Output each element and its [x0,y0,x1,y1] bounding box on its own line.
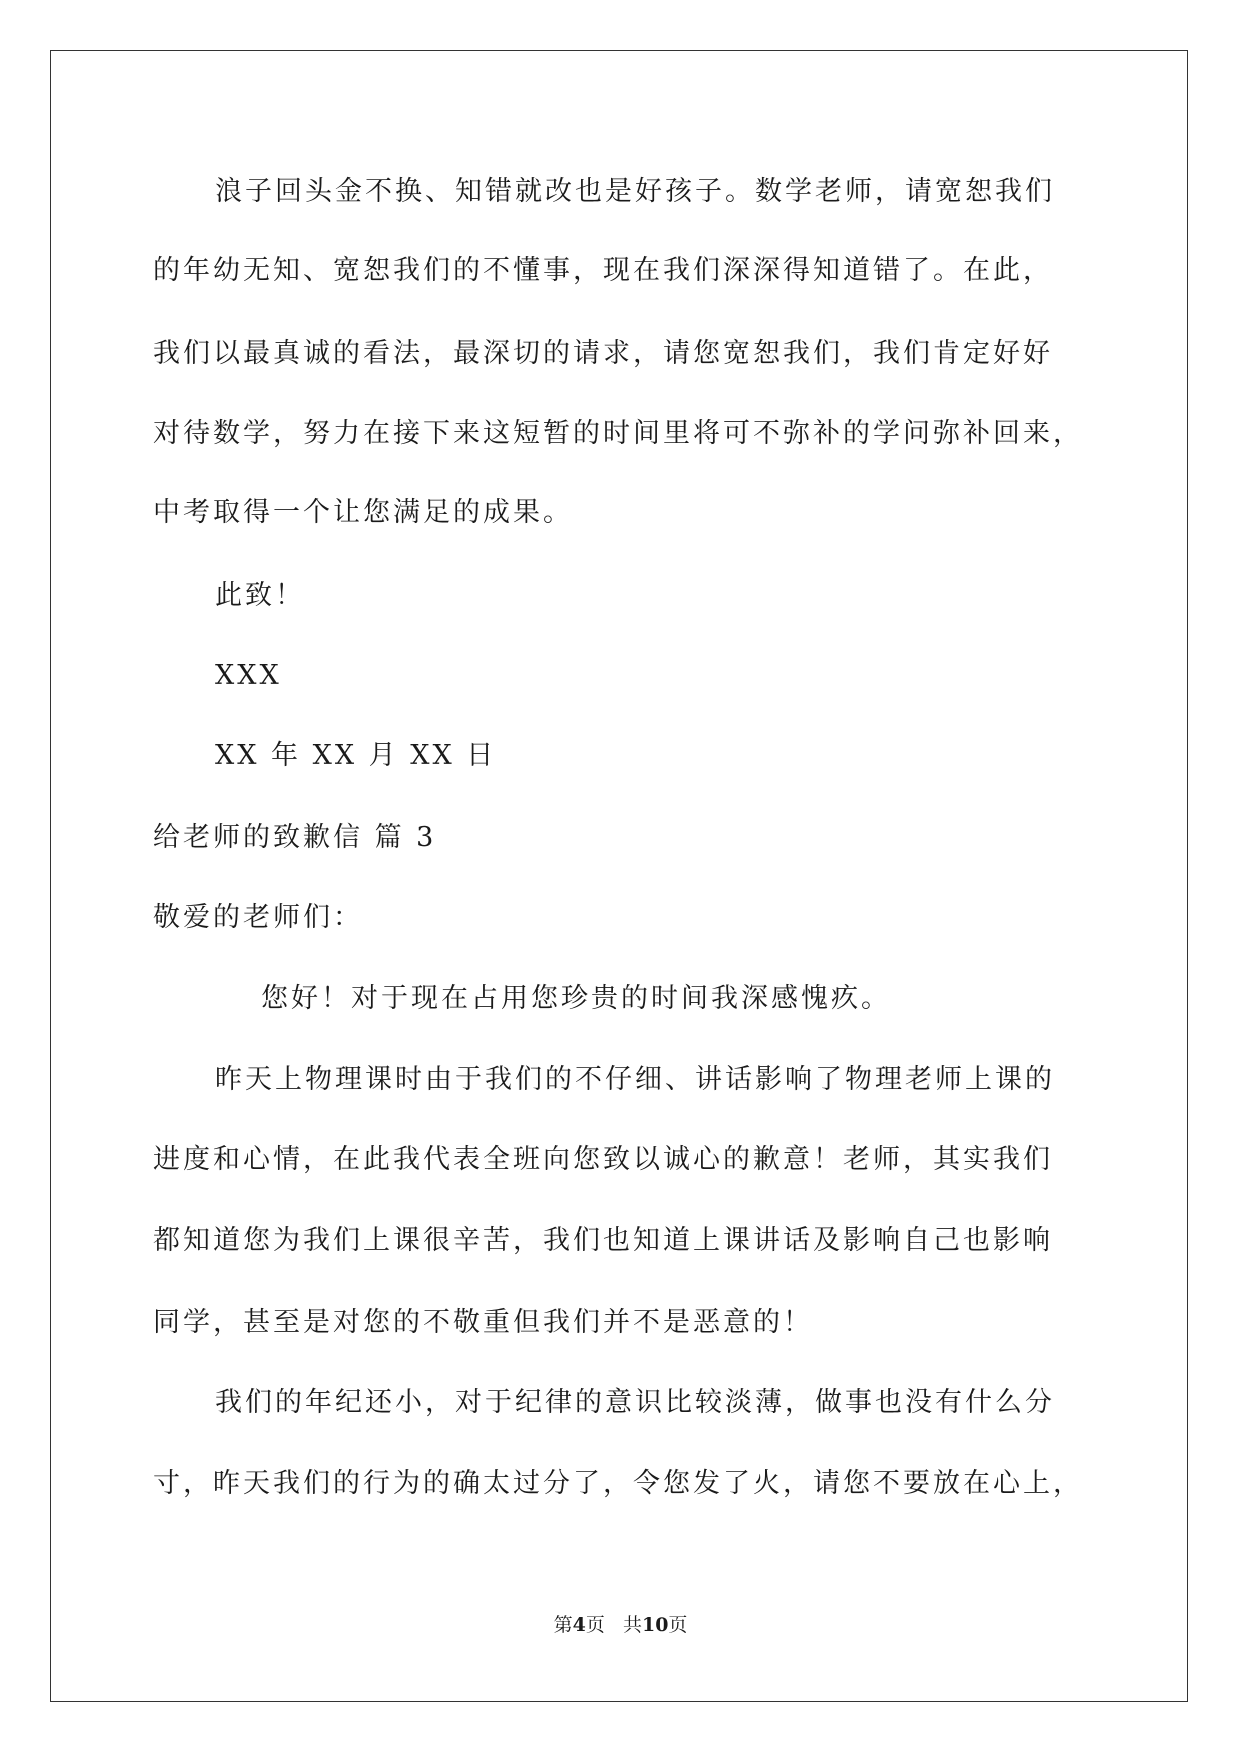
page-suffix: 页 [585,1614,605,1636]
signature: XXX [215,660,282,691]
paragraph-line: 昨天上物理课时由于我们的不仔细、讲话影响了物理老师上课的 [215,1064,1055,1095]
date-line: XX 年 XX 月 XX 日 [215,740,497,771]
paragraph-line: 同学，甚至是对您的不敬重但我们并不是恶意的！ [153,1307,813,1338]
page-prefix: 第 [553,1614,573,1636]
paragraph-line: 都知道您为我们上课很辛苦，我们也知道上课讲话及影响自己也影响 [153,1225,1053,1256]
paragraph-line: 我们以最真诚的看法，最深切的请求，请您宽恕我们，我们肯定好好 [153,338,1053,369]
paragraph-line: 寸，昨天我们的行为的确太过分了，令您发了火，请您不要放在心上， [153,1468,1083,1499]
paragraph-line: 您好！对于现在占用您珍贵的时间我深感愧疚。 [261,983,891,1014]
paragraph-line: 我们的年纪还小，对于纪律的意识比较淡薄，做事也没有什么分 [215,1387,1055,1418]
total-prefix: 共 [622,1614,642,1636]
total-pages: 10 [641,1614,669,1636]
paragraph-line: 进度和心情，在此我代表全班向您致以诚心的歉意！老师，其实我们 [153,1144,1053,1175]
page-border [50,50,1188,1702]
paragraph-line: 中考取得一个让您满足的成果。 [153,497,573,528]
paragraph-line: 浪子回头金不换、知错就改也是好孩子。数学老师，请宽恕我们 [215,176,1055,207]
page-footer [0,1613,1241,1637]
paragraph-line: 的年幼无知、宽恕我们的不懂事，现在我们深深得知道错了。在此， [153,255,1053,286]
page-number: 4 [572,1614,586,1636]
total-suffix: 页 [668,1614,688,1636]
section-title: 给老师的致歉信 篇 3 [153,822,437,853]
closing-salutation: 此致！ [215,580,305,611]
greeting: 敬爱的老师们： [153,902,363,933]
paragraph-line: 对待数学，努力在接下来这短暂的时间里将可不弥补的学问弥补回来， [153,418,1083,449]
